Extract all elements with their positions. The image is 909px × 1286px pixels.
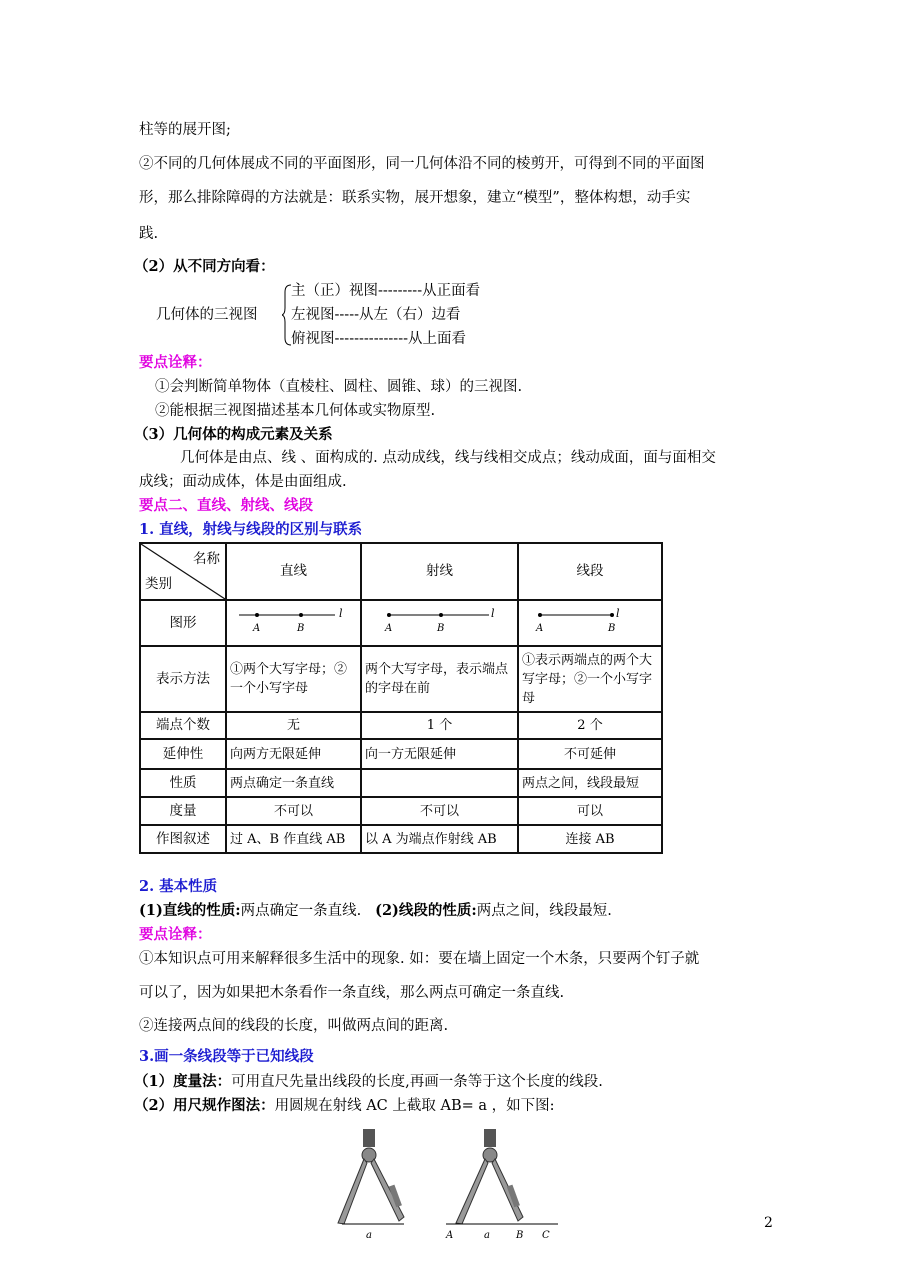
table-cell: 向一方无限延伸	[361, 739, 518, 769]
corner-top-label: 名称	[193, 551, 220, 567]
table-header: 直线	[226, 543, 361, 600]
view-left: 左视图-----从左（右）边看	[291, 307, 461, 323]
compass-figure	[320, 1125, 560, 1243]
section-heading: 要点二、直线、射线、线段	[139, 497, 313, 514]
note-heading: 要点诠释：	[139, 354, 212, 371]
three-view-label: 几何体的三视图	[156, 307, 258, 323]
table-cell: 两点之间，线段最短	[518, 769, 662, 797]
row-label: 延伸性	[140, 739, 226, 769]
row-label: 表示方法	[140, 646, 226, 712]
table-header: 射线	[361, 543, 518, 600]
point-label: A	[384, 623, 392, 634]
point-label: B	[608, 623, 616, 634]
line-property-label: (1)直线的性质:	[139, 902, 241, 919]
sub-heading: 2. 基本性质	[139, 878, 218, 895]
text-line: 形，那么排除障碍的方法就是：联系实物，展开想象，建立“模型”，整体构想，动手实	[139, 190, 691, 206]
compass-icon	[446, 1129, 558, 1224]
note-heading: 要点诠释：	[139, 926, 212, 943]
page-number: 2	[764, 1215, 773, 1231]
text-line	[134, 1072, 603, 1092]
row-label: 性质	[140, 769, 226, 797]
table-header: 线段	[518, 543, 662, 600]
table-cell: 向两方无限延伸	[226, 739, 361, 769]
text-line: 柱等的展开图;	[139, 122, 231, 138]
table-cell: 两个大写字母，表示端点的字母在前	[361, 646, 518, 712]
section-heading: （3）几何体的构成元素及关系	[134, 426, 333, 443]
sub-heading: 1. 直线，射线与线段的区别与联系	[139, 521, 363, 538]
table-cell: 2 个	[518, 712, 662, 739]
note-item: ①会判断简单物体（直棱柱、圆柱、圆锥、球）的三视图.	[155, 379, 523, 395]
line-label: l	[490, 607, 495, 620]
text-line: 可以了，因为如果把木条看作一条直线，那么两点可确定一条直线.	[139, 985, 565, 1001]
sub-heading: 3.画一条线段等于已知线段	[139, 1048, 314, 1065]
method-label: （1）度量法：	[134, 1073, 232, 1090]
point-label: B	[436, 623, 444, 634]
text-line: ②不同的几何体展成不同的平面图形，同一几何体沿不同的棱剪开，可得到不同的平面图	[139, 156, 705, 172]
text-line	[134, 1096, 555, 1116]
compass-icon	[338, 1129, 404, 1224]
text-line: 践.	[139, 226, 159, 242]
segment-figure	[518, 600, 662, 646]
table-cell: 以 A 为端点作射线 AB	[361, 825, 518, 853]
point-label: A	[252, 623, 260, 634]
comparison-table	[139, 542, 663, 854]
text-line: 成线；面动成体，体是由面组成.	[139, 474, 347, 490]
table-cell: 连接 AB	[518, 825, 662, 853]
view-front: 主（正）视图---------从正面看	[291, 283, 481, 299]
line-label: l	[616, 607, 620, 620]
text-line: 几何体是由点、线 、面构成的. 点动成线，线与线相交成点；线动成面，面与面相交	[180, 450, 716, 466]
row-label: 作图叙述	[140, 825, 226, 853]
section-heading: （2）从不同方向看：	[134, 258, 275, 275]
table-cell: 过 A、B 作直线 AB	[226, 825, 361, 853]
segment-property-label: (2)线段的性质:	[375, 902, 477, 919]
table-cell: ①两个大写字母；②一个小写字母	[226, 646, 361, 712]
table-cell: 不可延伸	[518, 739, 662, 769]
line-label: l	[338, 607, 343, 620]
table-cell: 不可以	[226, 797, 361, 825]
table-cell: ①表示两端点的两个大写字母；②一个小写字母	[518, 646, 662, 712]
text-line: ②连接两点间的线段的长度，叫做两点间的距离.	[139, 1018, 449, 1034]
table-cell: 两点确定一条直线	[226, 769, 361, 797]
corner-bottom-label: 类别	[145, 576, 172, 592]
text-line: ①本知识点可用来解释很多生活中的现象. 如：要在墙上固定一个木条，只要两个钉子就	[139, 951, 700, 967]
ray-figure	[361, 600, 518, 646]
point-label: A	[446, 1230, 454, 1241]
point-label: C	[542, 1230, 550, 1241]
table-cell: 可以	[518, 797, 662, 825]
point-label: B	[516, 1230, 524, 1241]
table-cell: 1 个	[361, 712, 518, 739]
view-top: 俯视图---------------从上面看	[291, 331, 466, 347]
method-label: （2）用尺规作图法：	[134, 1097, 275, 1114]
table-cell: 不可以	[361, 797, 518, 825]
method-text: 可用直尺先量出线段的长度,再画一条等于这个长度的线段.	[231, 1074, 603, 1090]
note-item: ②能根据三视图描述基本几何体或实物原型.	[155, 403, 436, 419]
table-corner-cell	[140, 543, 226, 600]
text-line	[139, 901, 612, 921]
line-figure	[226, 600, 361, 646]
row-label: 端点个数	[140, 712, 226, 739]
segment-label: a	[366, 1230, 372, 1241]
point-label: B	[296, 623, 304, 634]
method-text: 用圆规在射线 AC 上截取 AB= a ，如下图:	[274, 1098, 555, 1114]
table-cell	[361, 769, 518, 797]
row-label: 图形	[140, 600, 226, 646]
table-cell: 无	[226, 712, 361, 739]
line-property-text: 两点确定一条直线.	[240, 903, 362, 919]
point-label: A	[536, 623, 544, 634]
segment-property-text: 两点之间，线段最短.	[476, 903, 612, 919]
segment-label: a	[484, 1230, 490, 1241]
row-label: 度量	[140, 797, 226, 825]
